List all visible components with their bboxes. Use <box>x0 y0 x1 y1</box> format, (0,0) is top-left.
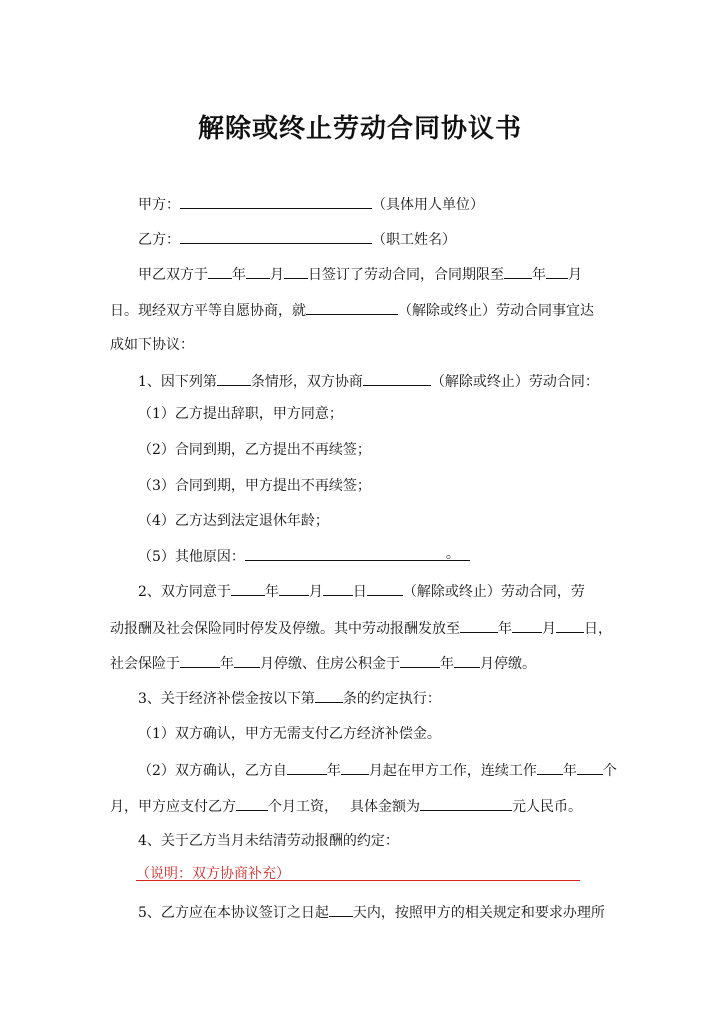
party-b-note: （职工姓名） <box>372 232 456 248</box>
start-month-blank[interactable] <box>341 760 369 775</box>
salary-months-blank[interactable] <box>236 796 268 811</box>
clause-2-line-3 <box>110 653 536 674</box>
fund-year-blank[interactable] <box>400 653 440 668</box>
other-reason-label: （5）其他原因： <box>138 549 245 565</box>
clause-text: 5、乙方应在本协议签订之日起 <box>138 905 329 921</box>
clause-text: 月，甲方应支付乙方 <box>110 799 236 815</box>
clause-text: 月起在甲方工作，连续工作 <box>368 763 537 779</box>
clause-text: （解除或终止）劳动合同，劳 <box>402 584 585 600</box>
party-a-blank[interactable] <box>180 194 372 209</box>
end-day-blank[interactable] <box>323 581 353 596</box>
clause-text: 个 <box>602 763 617 779</box>
clause-text: 元人民币。 <box>512 799 582 815</box>
intro-line-2 <box>110 300 594 321</box>
clause-3-head <box>138 688 441 709</box>
clause-text: 天内，按照甲方的相关规定和要求办理所 <box>352 905 605 921</box>
party-a-note: （具体用人单位） <box>372 197 484 213</box>
pay-month-blank[interactable] <box>512 618 542 633</box>
day-label: 日 <box>352 584 367 600</box>
clause-5-line-1 <box>138 902 605 923</box>
clause-text: 2、双方同意于 <box>138 584 231 600</box>
sign-year-blank[interactable] <box>208 264 232 279</box>
month-label: 月 <box>568 267 582 283</box>
clause-3-item-1: （1）双方确认，甲方无需支付乙方经济补偿金。 <box>138 726 441 742</box>
other-reason-blank[interactable] <box>245 546 470 561</box>
intro-line-1 <box>138 264 582 285</box>
clause-1-item: （1）乙方提出辞职，甲方同意； <box>138 406 343 422</box>
insurance-month-blank[interactable] <box>234 653 260 668</box>
pay-day-blank[interactable] <box>556 618 584 633</box>
party-a-label: 甲方： <box>138 197 180 213</box>
action-type-blank[interactable] <box>306 300 398 315</box>
pay-year-blank[interactable] <box>460 618 498 633</box>
party-b-blank[interactable] <box>180 229 372 244</box>
clause-text: 1、因下列第 <box>138 374 217 390</box>
amount-blank[interactable] <box>420 796 512 811</box>
year-label: 年 <box>220 656 234 672</box>
other-reason-end: 。 <box>445 546 460 562</box>
clause-text: 月停缴、住房公积金于 <box>260 656 400 672</box>
year-label: 年 <box>562 763 577 779</box>
intro-line-3: 成如下协议： <box>110 337 194 353</box>
work-months-blank[interactable] <box>577 760 603 775</box>
clause-text: （解除或终止）劳动合同： <box>430 374 599 390</box>
clause-text: 动报酬及社会保险同时停发及停缴。其中劳动报酬发放至 <box>110 621 460 637</box>
clause-text: 条的约定执行： <box>342 691 441 707</box>
fund-month-blank[interactable] <box>454 653 480 668</box>
days-blank[interactable] <box>329 902 353 917</box>
month-label: 月 <box>270 267 284 283</box>
end-action-blank[interactable] <box>367 581 403 596</box>
intro-text: 日。现经双方平等自愿协商，就 <box>110 303 306 319</box>
start-year-blank[interactable] <box>287 760 327 775</box>
month-label: 月 <box>542 621 556 637</box>
compensation-clause-blank[interactable] <box>315 688 343 703</box>
clause-1-other <box>138 546 470 567</box>
year-label: 年 <box>232 267 246 283</box>
year-label: 年 <box>532 267 546 283</box>
party-b-label: 乙方： <box>138 232 180 248</box>
year-label: 年 <box>440 656 454 672</box>
year-label: 年 <box>264 584 279 600</box>
sign-day-blank[interactable] <box>284 264 308 279</box>
intro-text: 甲乙双方于 <box>138 267 208 283</box>
clause-text: 具体金额为 <box>350 799 420 815</box>
intro-text: 日签订了劳动合同，合同期限至 <box>308 267 504 283</box>
end-year-blank[interactable] <box>231 581 265 596</box>
intro-text: （解除或终止）劳动合同事宜达 <box>398 303 594 319</box>
clause-text: （2）双方确认，乙方自 <box>138 763 287 779</box>
sign-month-blank[interactable] <box>246 264 270 279</box>
clause-2-line-1 <box>138 581 585 602</box>
clause-2-line-2 <box>110 618 612 639</box>
clause-3-item-2 <box>138 760 617 781</box>
clause-4-head: 4、关于乙方当月未结清劳动报酬的约定： <box>138 833 399 849</box>
party-b-row <box>138 229 456 250</box>
work-years-blank[interactable] <box>537 760 563 775</box>
party-a-row <box>138 194 484 215</box>
document-title: 解除或终止劳动合同协议书 <box>197 114 522 144</box>
insurance-year-blank[interactable] <box>180 653 220 668</box>
clause-text: 个月工资， <box>268 799 338 815</box>
clause-1-head <box>138 371 599 392</box>
year-label: 年 <box>326 763 341 779</box>
clause-text: 条情形，双方协商 <box>250 374 363 390</box>
day-label: 日， <box>584 621 612 637</box>
clause-1-item: （4）乙方达到法定退休年龄； <box>138 513 329 529</box>
note-underline <box>136 880 580 881</box>
clause-1-number-blank[interactable] <box>217 371 251 386</box>
year-label: 年 <box>498 621 512 637</box>
clause-text: 3、关于经济补偿金按以下第 <box>138 691 315 707</box>
clause-text: 社会保险于 <box>110 656 180 672</box>
term-year-blank[interactable] <box>504 264 532 279</box>
month-label: 月 <box>308 584 323 600</box>
clause-3-item-2-cont <box>110 796 582 817</box>
term-month-blank[interactable] <box>546 264 568 279</box>
clause-1-item: （3）合同到期，甲方提出不再续签； <box>138 478 371 494</box>
clause-text: 月停缴。 <box>480 656 536 672</box>
clause-1-item: （2）合同到期，乙方提出不再续签； <box>138 442 371 458</box>
end-month-blank[interactable] <box>279 581 309 596</box>
negotiation-note[interactable]: （说明：双方协商补充） <box>136 866 290 882</box>
clause-1-action-blank[interactable] <box>363 371 431 386</box>
